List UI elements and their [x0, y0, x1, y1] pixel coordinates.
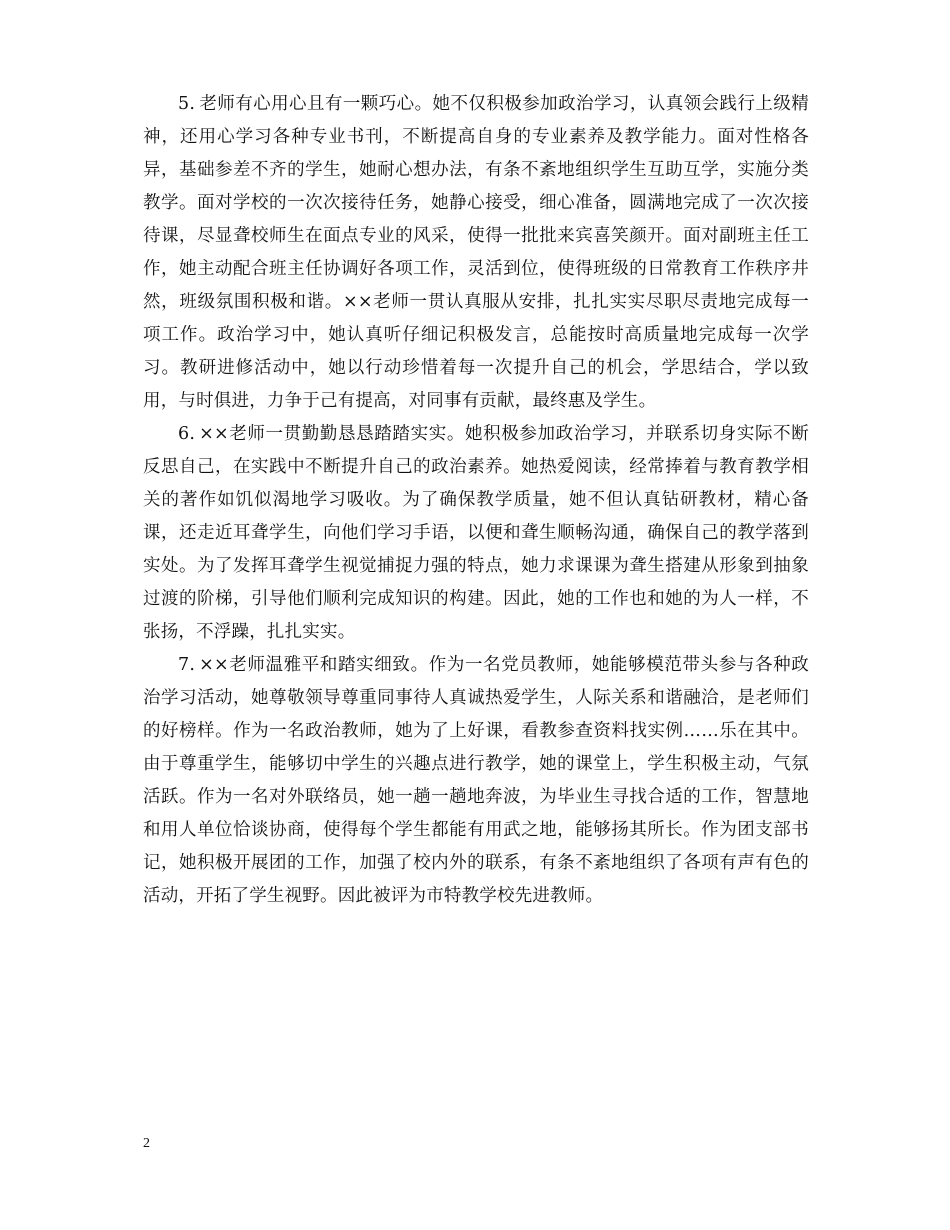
paragraph-7	[143, 649, 809, 913]
paragraph-text: ××老师温雅平和踏实细致。作为一名党员教师，她能够模范带头参与各种政治学习活动，她尊敬领导尊重同事待人真诚热爱学生，人际关系和谐融洽，是老师们的好榜样。作为一名政治教师，她为了上好课，看教参查资料找实例……乐在其中。由于尊重学生，能够切中学生的兴趣点进行教学，她的课堂上，学生积极主动，气氛活跃。作为一名对外联络员，她一趟一趟地奔波，为毕业生寻找合适的工作，智慧地和用人单位恰谈协商，使得每个学生都能有用武之地，能够扬其所长。作为团支部书记，她积极开展团的工作，加强了校内外的联系，有条不紊地组织了各项有声有色的活动，开拓了学生视野。因此被评为市特教学校先进教师。	[143, 655, 809, 906]
document-body	[143, 88, 809, 913]
paragraph-number: 6.	[178, 424, 196, 444]
paragraph-number: 5.	[178, 94, 196, 114]
paragraph-5	[143, 88, 809, 418]
paragraph-6	[143, 418, 809, 649]
paragraph-number: 7.	[178, 655, 196, 675]
paragraph-text: 老师有心用心且有一颗巧心。她不仅积极参加政治学习，认真领会践行上级精神，还用心学习各种专业书刊，不断提高自身的专业素养及教学能力。面对性格各异，基础参差不齐的学生，她耐心想办法，有条不紊地组织学生互助互学，实施分类教学。面对学校的一次次接待任务，她静心接受，细心准备，圆满地完成了一次次接待课，尽显聋校师生在面点专业的风采，使得一批批来宾喜笑颜开。面对副班主任工作，她主动配合班主任协调好各项工作，灵活到位，使得班级的日常教育工作秩序井然，班级氛围积极和谐。××老师一贯认真服从安排，扎扎实实尽职尽责地完成每一项工作。政治学习中，她认真听仔细记积极发言，总能按时高质量地完成每一次学习。教研进修活动中，她以行动珍惜着每一次提升自己的机会，学思结合，学以致用，与时俱进，力争于己有提高，对同事有贡献，最终惠及学生。	[143, 94, 809, 411]
page-number: 2	[143, 1136, 150, 1151]
paragraph-text: ××老师一贯勤勤恳恳踏踏实实。她积极参加政治学习，并联系切身实际不断反思自己，在实践中不断提升自己的政治素养。她热爱阅读，经常捧着与教育教学相关的著作如饥似渴地学习吸收。为了确保教学质量，她不但认真钻研教材，精心备课，还走近耳聋学生，向他们学习手语，以便和聋生顺畅沟通，确保自己的教学落到实处。为了发挥耳聋学生视觉捕捉力强的特点，她力求课课为聋生搭建从形象到抽象过渡的阶梯，引导他们顺利完成知识的构建。因此，她的工作也和她的为人一样，不张扬，不浮躁，扎扎实实。	[143, 424, 809, 642]
